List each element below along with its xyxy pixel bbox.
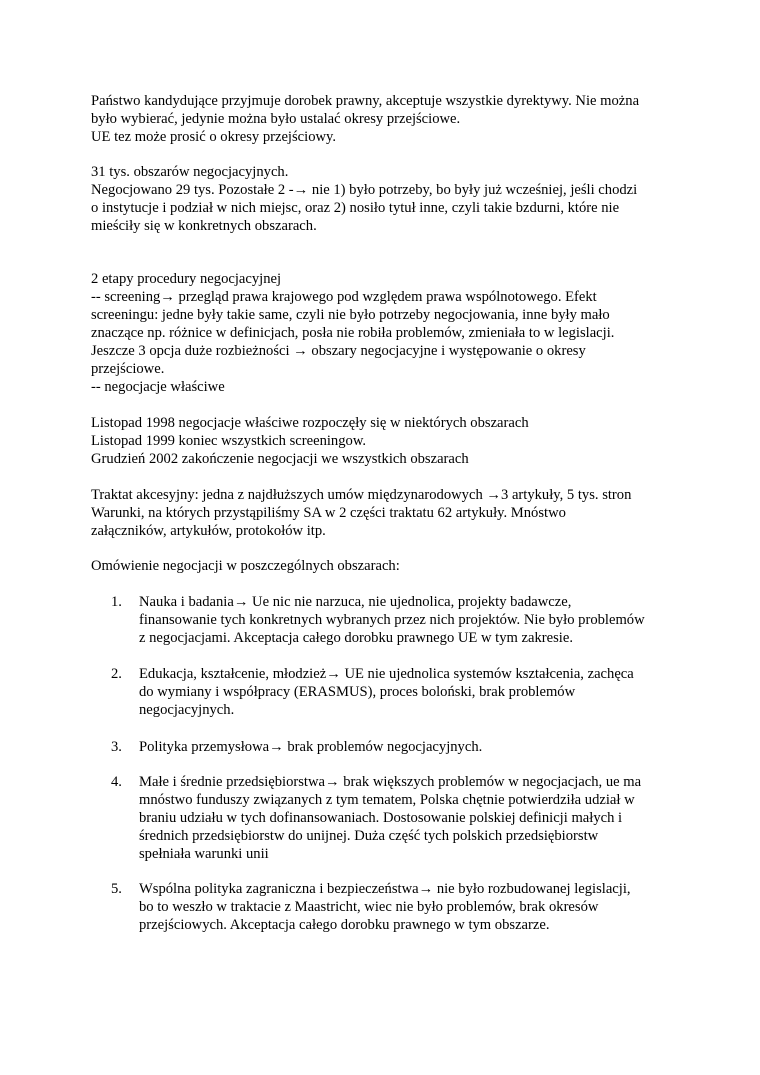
paragraph-line: Traktat akcesyjny: jedna z najdłuższych umów międzynarodowych →3 artykuły, 5 tys. stron: [91, 487, 632, 503]
paragraph-line: Listopad 1999 koniec wszystkich screeningow.: [91, 433, 367, 449]
paragraph-line: znaczące np. różnice w definicjach, posła nie robiła problemów, zmieniała to w legislacji.: [91, 325, 615, 341]
list-item-line: finansowanie tych konkretnych wybranych przez nich projektów. Nie było problemów: [139, 612, 645, 628]
list-number: 1.: [111, 594, 122, 610]
paragraph-line: mieściły się w konkretnych obszarach.: [91, 218, 317, 234]
list-item-line: Polityka przemysłowa→ brak problemów negocjacyjnych.: [139, 739, 483, 755]
paragraph-line: Państwo kandydujące przyjmuje dorobek prawny, akceptuje wszystkie dyrektywy. Nie można: [91, 93, 640, 109]
list-item-line: Edukacja, kształcenie, młodzież→ UE nie ujednolica systemów kształcenia, zachęca: [139, 666, 634, 682]
paragraph-line: Listopad 1998 negocjacje właściwe rozpoczęły się w niektórych obszarach: [91, 415, 529, 431]
list-number: 2.: [111, 666, 122, 682]
list-item-line: z negocjacjami. Akceptacja całego dorobku prawnego UE w tym zakresie.: [139, 630, 573, 646]
paragraph-line: -- screening→ przegląd prawa krajowego pod względem prawa wspólnotowego. Efekt: [91, 289, 597, 305]
paragraph-line: Jeszcze 3 opcja duże rozbieżności → obszary negocjacyjne i występowanie o okresy: [91, 343, 586, 359]
list-number: 3.: [111, 739, 122, 755]
list-item-line: braniu udziału w tych dofinansowaniach. Dostosowanie polskiej definicji małych i: [139, 810, 623, 826]
list-number: 5.: [111, 881, 122, 897]
list-item-line: spełniała warunki unii: [139, 846, 269, 862]
paragraph-line: Negocjowano 29 tys. Pozostałe 2 -→ nie 1) było potrzeby, bo były już wcześniej, jeśli chodzi: [91, 182, 638, 198]
list-item-line: przejściowych. Akceptacja całego dorobku prawnego w tym obszarze.: [139, 917, 550, 933]
paragraph-line: Grudzień 2002 zakończenie negocjacji we wszystkich obszarach: [91, 451, 469, 467]
paragraph-line: o instytucje i podział w nich miejsc, oraz 2) nosiło tytuł inne, czyli takie bzdurni, które nie: [91, 200, 620, 216]
list-number: 4.: [111, 774, 122, 790]
list-item-line: średnich przedsiębiorstw do unijnej. Duża część tych polskich przedsiębiorstw: [139, 828, 599, 844]
list-item-line: mnóstwo funduszy związanych z tym tematem, Polska chętnie potwierdziła udział w: [139, 792, 635, 808]
paragraph-line: screeningu: jedne były takie same, czyli nie było potrzeby negocjowania, inne były mało: [91, 307, 610, 323]
paragraph-line: Warunki, na których przystąpiliśmy SA w 2 części traktatu 62 artykuły. Mnóstwo: [91, 505, 566, 521]
list-item-line: negocjacyjnych.: [139, 702, 235, 718]
paragraph-line: załączników, artykułów, protokołów itp.: [91, 523, 326, 539]
paragraph-line: było wybierać, jedynie można było ustalać okresy przejściowe.: [91, 111, 461, 127]
paragraph-line: 31 tys. obszarów negocjacyjnych.: [91, 164, 289, 180]
paragraph-line: 2 etapy procedury negocjacyjnej: [91, 271, 282, 287]
list-item-line: bo to weszło w traktacie z Maastricht, wiec nie było problemów, brak okresów: [139, 899, 599, 915]
paragraph-line: Omówienie negocjacji w poszczególnych obszarach:: [91, 558, 400, 574]
list-item-line: Nauka i badania→ Ue nic nie narzuca, nie ujednolica, projekty badawcze,: [139, 594, 572, 610]
list-item-line: Małe i średnie przedsiębiorstwa→ brak większych problemów w negocjacjach, ue ma: [139, 774, 642, 790]
paragraph-line: przejściowe.: [91, 361, 165, 377]
paragraph-line: UE tez może prosić o okresy przejściowy.: [91, 129, 337, 145]
list-item-line: Wspólna polityka zagraniczna i bezpieczeństwa→ nie było rozbudowanej legislacji,: [139, 881, 631, 897]
paragraph-line: -- negocjacje właściwe: [91, 379, 225, 395]
list-item-line: do wymiany i współpracy (ERASMUS), proces boloński, brak problemów: [139, 684, 576, 700]
